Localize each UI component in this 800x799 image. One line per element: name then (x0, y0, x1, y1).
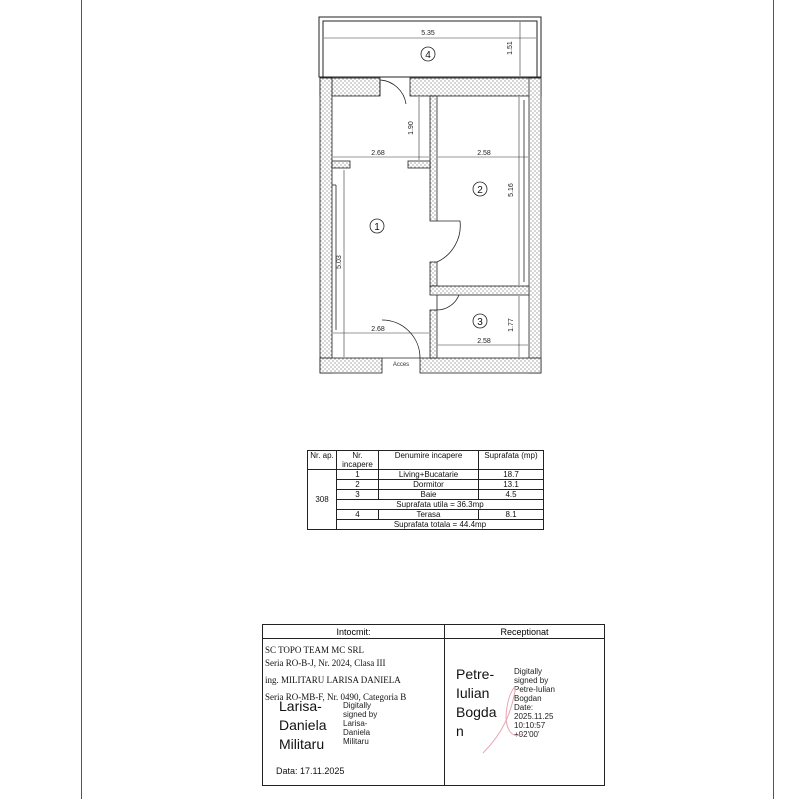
total-area-row (308, 520, 544, 530)
entry-label: Acces (392, 362, 410, 368)
handwritten-signature-mark (473, 673, 533, 763)
doors (380, 80, 460, 358)
digital-signature-left-name: Larisa- Daniela Militaru (279, 698, 327, 752)
dim-bath-length: 1.77 (508, 318, 515, 332)
windows (332, 100, 524, 330)
room-marker-3 (473, 314, 487, 328)
table-row (308, 490, 544, 500)
svg-text:3: 3 (477, 317, 483, 328)
dim-bath-width: 2.58 (477, 338, 491, 345)
table-row (308, 510, 544, 520)
table-row (308, 470, 544, 480)
document-date: Data: 17.11.2025 (276, 766, 345, 776)
row-nr: 2 (337, 480, 379, 490)
company-name: SC TOPO TEAM MC SRL (265, 645, 365, 655)
row-nr: 4 (337, 510, 379, 520)
digital-signature-left-details: Digitally signed by Larisa- Daniela Militaru (343, 701, 378, 746)
room-marker-4 (421, 47, 435, 61)
header-name: Denumire incapere (379, 451, 479, 470)
row-area: 4.5 (479, 490, 544, 500)
authorization-series-2: Seria RO-MB-F, Nr. 0490, Categoria B (265, 692, 407, 702)
useful-area-row (308, 500, 544, 510)
signature-divider (444, 625, 445, 785)
engineer-name: ing. MILITARU LARISA DANIELA (265, 675, 401, 685)
prepared-by-header: Intocmit: (263, 625, 444, 639)
dim-terrace-depth: 1.51 (507, 41, 514, 55)
received-header: Receptionat (445, 625, 604, 639)
authorization-series-1: Seria RO-B-J, Nr. 2024, Clasa III (265, 658, 386, 668)
dim-terrace-width: 5.35 (421, 30, 435, 37)
row-name: Baie (379, 490, 479, 500)
row-area: 18.7 (479, 470, 544, 480)
row-area: 13.1 (479, 480, 544, 490)
useful-area: Suprafata utila = 36.3mp (337, 500, 544, 510)
row-nr: 3 (337, 490, 379, 500)
table-row (308, 480, 544, 490)
row-nr: 1 (337, 470, 379, 480)
svg-text:2: 2 (477, 185, 483, 196)
apartment-number: 308 (308, 470, 337, 530)
signature-block (262, 624, 605, 786)
table-header-row (308, 451, 544, 470)
room-marker-1 (370, 219, 384, 233)
total-area: Suprafata totala = 44.4mp (337, 520, 544, 530)
interior-walls (332, 96, 529, 358)
svg-text:1: 1 (374, 222, 380, 233)
room-marker-2 (473, 182, 487, 196)
dim-bedroom-length: 5.16 (508, 183, 515, 197)
header-ap: Nr. ap. (308, 451, 337, 470)
dim-living-length: 5.03 (336, 255, 343, 269)
svg-text:4: 4 (425, 50, 431, 61)
dim-hall-length: 1.90 (408, 121, 415, 135)
digital-signature-right-name: Petre- Iulian Bogda n (456, 666, 497, 739)
header-room-nr: Nr. incapere (337, 451, 379, 470)
area-table (307, 450, 544, 530)
digital-signature-right-details: Digitally signed by Petre-Iulian Bogdan Date: 2025.11.25 10:10:57 +02'00' (514, 667, 555, 739)
row-name: Dormitor (379, 480, 479, 490)
dim-living-width-bottom: 2.68 (371, 326, 385, 333)
header-area: Suprafata (mp) (479, 451, 544, 470)
row-name: Living+Bucatarie (379, 470, 479, 480)
dim-bedroom-width: 2.58 (477, 150, 491, 157)
dim-living-width-top: 2.68 (371, 150, 385, 157)
row-area: 8.1 (479, 510, 544, 520)
row-name: Terasa (379, 510, 479, 520)
